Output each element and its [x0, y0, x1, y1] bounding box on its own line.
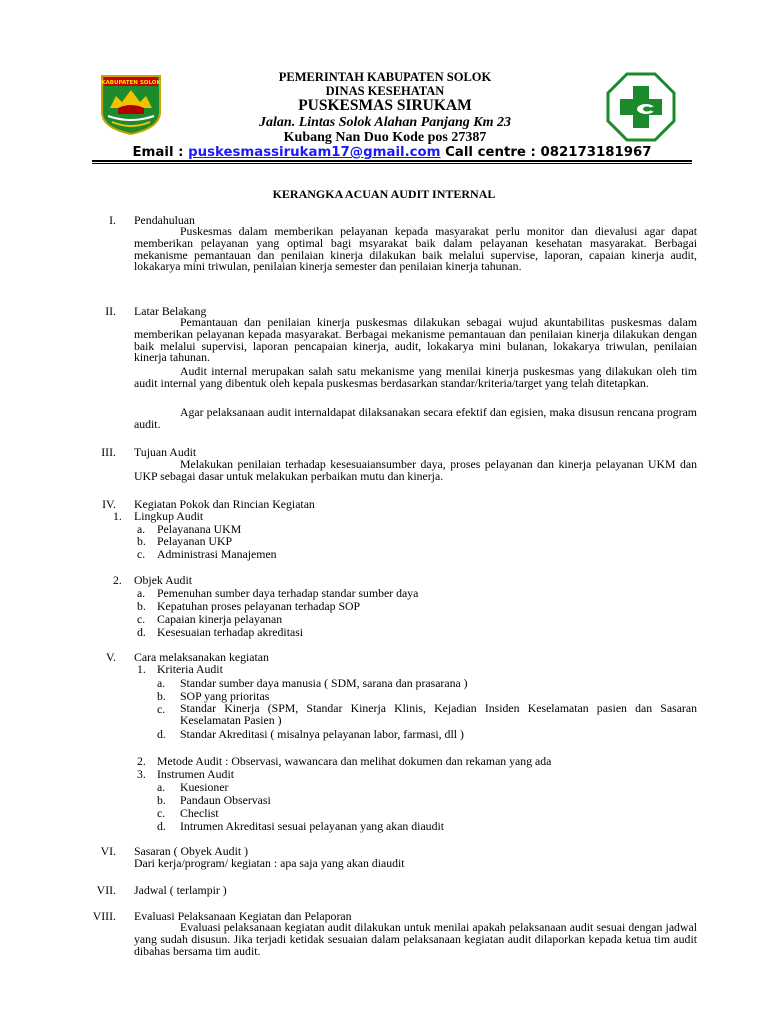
section-text: Dari kerja/program/ kegiatan : apa saja yang akan diaudit: [134, 856, 405, 870]
section-number: III.: [101, 445, 116, 459]
puskesmas-cross-logo-icon: [606, 72, 676, 142]
list-item: Kuesioner: [180, 780, 229, 794]
list-label: Instrumen Audit: [157, 767, 235, 781]
letterhead-divider-thin: [92, 163, 692, 164]
letterhead-postcode-line: Kubang Nan Duo Kode pos 27387: [283, 130, 487, 145]
list-marker: d.: [137, 625, 146, 639]
email-link[interactable]: puskesmassirukam17@gmail.com: [188, 145, 441, 160]
list-label: Kriteria Audit: [157, 662, 223, 676]
list-item: Standar sumber daya manusia ( SDM, sarana dan prasarana ): [180, 676, 468, 690]
section-number: II.: [105, 304, 116, 318]
list-marker: d.: [157, 727, 166, 741]
list-item: Pemenuhan sumber daya terhadap standar sumber daya: [157, 586, 419, 600]
paragraph: Audit internal merupakan salah satu mekanisme yang menilai kinerja puskesmas yang dilakukan oleh tim audit internal yang dibentuk oleh kepala puskesmas berdasarkan standar/kriteria/target yang telah ditetapkan.: [134, 364, 697, 390]
section-heading: Kegiatan Pokok dan Rincian Kegiatan: [134, 497, 315, 511]
section-heading: Evaluasi Pelaksanaan Kegiatan dan Pelaporan: [134, 909, 352, 923]
letterhead-contact-line: [92, 145, 692, 160]
list-marker: b.: [137, 599, 146, 613]
list-label: Lingkup Audit: [134, 509, 204, 523]
letterhead-line-3: PUSKESMAS SIRUKAM: [298, 97, 472, 114]
list-marker: b.: [157, 689, 166, 703]
list-marker: a.: [157, 780, 166, 794]
letterhead-divider: [92, 160, 692, 162]
list-marker: a.: [157, 676, 166, 690]
list-item: Standar Akreditasi ( misalnya pelayanan labor, farmasi, dll ): [180, 727, 464, 741]
kabupaten-solok-crest-icon: [96, 72, 166, 136]
list-marker: c.: [137, 612, 146, 626]
list-item: Kepatuhan proses pelayanan terhadap SOP: [157, 599, 361, 613]
list-item: SOP yang prioritas: [180, 689, 270, 703]
list-marker: a.: [137, 586, 146, 600]
list-item: Administrasi Manajemen: [157, 547, 277, 561]
letterhead-line-1: PEMERINTAH KABUPATEN SOLOK: [278, 70, 492, 84]
section-number: V.: [106, 650, 116, 664]
section-number: VI.: [100, 844, 116, 858]
paragraph: Pemantauan dan penilaian kinerja puskesmas dilakukan sebagai wujud akuntabilitas puskesmas dalam memberikan pelayanan kepada masyarakat. Berbagai mekanisme pemantauan dan penilaian kinerja dilakukan dengan baik melalui supervisi, laporan pencapaian kinerja, audit, lokakarya mini bulanan, lokakarya triwulan, penilaian kinerja tahunan.: [134, 315, 697, 365]
letterhead-address-line: Jalan. Lintas Solok Alahan Panjang Km 23: [259, 115, 511, 130]
list-item: Standar Kinerja (SPM, Standar Kinerja Klinis, Kejadian Insiden Keselamatan pasien dan Sasaran Keselamatan Pasien ): [180, 701, 697, 727]
section-number: IV.: [102, 497, 116, 511]
list-item: Pelayanan UKP: [157, 534, 233, 548]
section-heading: Latar Belakang: [134, 304, 207, 318]
section-heading: Jadwal ( terlampir ): [134, 883, 227, 897]
section-heading: Sasaran ( Obyek Audit ): [134, 844, 249, 858]
paragraph: Melakukan penilaian terhadap kesesuaiansumber daya, proses pelayanan dan kinerja pelayanan UKM dan UKP sebagai dasar untuk melakukan perbaikan mutu dan kinerja.: [134, 457, 697, 483]
list-marker: b.: [157, 793, 166, 807]
list-marker: c.: [157, 702, 166, 716]
section-number: VII.: [96, 883, 116, 897]
list-marker: a.: [137, 522, 146, 536]
list-item: Intrumen Akreditasi sesuai pelayanan yang akan diaudit: [180, 819, 445, 833]
list-number: 1.: [113, 509, 122, 523]
list-item: Capaian kinerja pelayanan: [157, 612, 283, 626]
section-heading: Tujuan Audit: [134, 445, 197, 459]
list-marker: b.: [137, 534, 146, 548]
list-marker: d.: [157, 819, 166, 833]
paragraph: Evaluasi pelaksanaan kegiatan audit dilakukan untuk menilai apakah pelaksanaan audit sesuai dengan jadwal yang sudah disusun. Jika terjadi ketidak sesuaian dalam pelaksanaan kegiatan audit dilaporkan kepada ketua tim audit dibahas bersama tim audit.: [134, 920, 697, 958]
list-number: 2.: [113, 573, 122, 587]
svg-text:KABUPATEN SOLOK: KABUPATEN SOLOK: [101, 80, 161, 86]
list-label: Objek Audit: [134, 573, 192, 587]
list-number: 1.: [137, 662, 146, 676]
letterhead-line-2: DINAS KESEHATAN: [325, 84, 445, 98]
list-item: Pelayanana UKM: [157, 522, 242, 536]
call-centre: Call centre : 082173181967: [440, 145, 652, 160]
section-number: I.: [109, 213, 116, 227]
list-number: 3.: [137, 767, 146, 781]
email-label: Email :: [132, 145, 189, 160]
list-item: Pandaun Observasi: [180, 793, 271, 807]
paragraph: Agar pelaksanaan audit internaldapat dilaksanakan secara efektif dan egisien, maka disusun rencana program audit.: [134, 405, 697, 431]
list-item: Checlist: [180, 806, 219, 820]
list-number: 2.: [137, 754, 146, 768]
list-item: Kesesuaian terhadap akreditasi: [157, 625, 304, 639]
list-marker: c.: [137, 547, 146, 561]
list-marker: c.: [157, 806, 166, 820]
section-number: VIII.: [92, 909, 116, 923]
document-title: KERANGKA ACUAN AUDIT INTERNAL: [272, 187, 496, 201]
paragraph: Puskesmas dalam memberikan pelayanan kepada masyarakat perlu monitor dan dievalusi agar dapat memberikan pelayanan yang optimal bagi msyarakat baik dalam pelayanan kesehatan masyarakat. Berbagai mekanisme pemantauan dan penilaian kinerja dilakukan baik melalui supervise, laporan, capaian kinerja audit, lokakarya mini triwulan, penilaian kinerja semester dan penilaian kinerja tahunan.: [134, 224, 697, 274]
section-heading: Cara melaksanakan kegiatan: [134, 650, 269, 664]
section-heading: Pendahuluan: [134, 213, 195, 227]
list-label: Metode Audit : Observasi, wawancara dan melihat dokumen dan rekaman yang ada: [157, 754, 552, 768]
